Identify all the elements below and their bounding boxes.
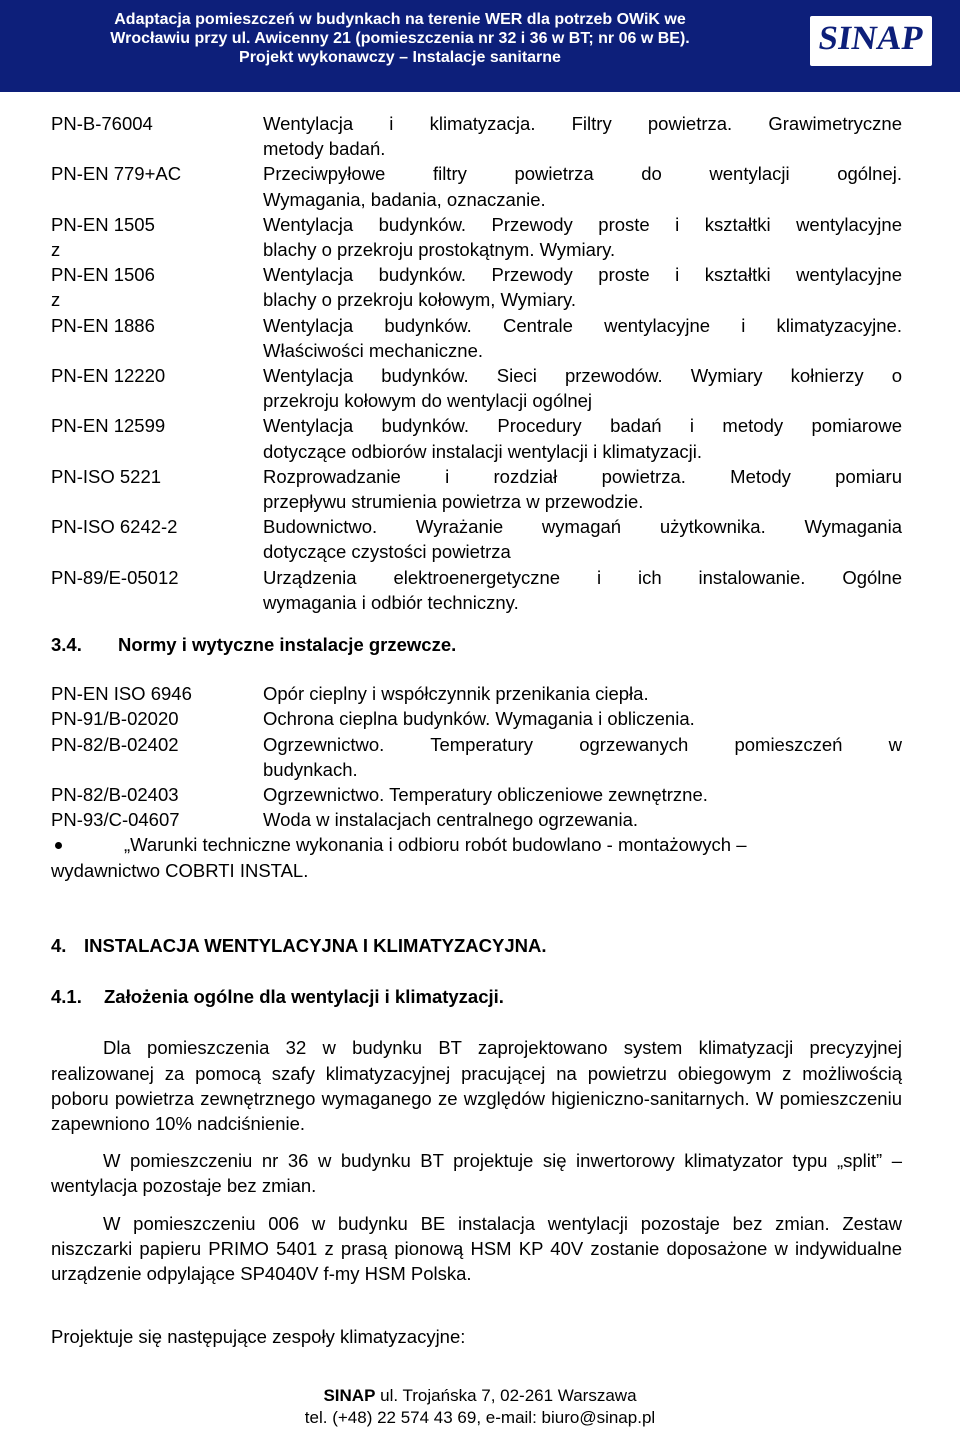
norm-code-text: PN-EN 12599 (51, 415, 166, 437)
norm-code-text: PN-ISO 5221 (51, 465, 162, 487)
norm-description (263, 212, 902, 262)
norm-description-line1: Wentylacja i klimatyzacja. Filtry powietrza. Grawimetryczne (263, 113, 902, 134)
norm-description (263, 807, 902, 832)
norm-row (51, 212, 902, 262)
footer-contact: tel. (+48) 22 574 43 69, e-mail: biuro@sinap.pl (304, 1408, 656, 1427)
norm-description (263, 161, 902, 211)
norm-code-text: PN-ISO 6242-2 (51, 516, 178, 538)
norm-code-text: PN-82/B-02403 (51, 784, 179, 806)
document-header (0, 0, 960, 92)
norm-code (51, 313, 263, 338)
norm-code (51, 706, 263, 731)
sinap-logo-text: SINAP (816, 20, 926, 57)
norm-row (51, 262, 902, 312)
norm-code (51, 782, 263, 807)
norm-code (51, 363, 263, 388)
norm-description (263, 681, 902, 706)
document-body (51, 111, 902, 1349)
norm-description (263, 706, 902, 731)
norm-code (51, 565, 263, 590)
norm-code-text: PN-EN 1886 (51, 314, 155, 336)
norm-description (263, 514, 902, 564)
norm-description (263, 363, 902, 413)
norm-code (51, 807, 263, 832)
norm-code-suffix: z (51, 289, 61, 311)
section-4-number: 4. (51, 934, 67, 956)
section-4-heading (51, 933, 902, 958)
ventilation-norms-list (51, 111, 902, 615)
norm-row (51, 363, 902, 413)
bullet-item (51, 832, 902, 882)
norm-row (51, 111, 902, 161)
norm-description-line2: dotyczące odbiorów instalacji wentylacji i klimatyzacji. (263, 440, 703, 462)
norm-code-suffix: z (51, 239, 61, 261)
paragraph-1: Dla pomieszczenia 32 w budynku BT zaprojektowano system klimatyzacji precyzyjnej realizowanej za pomocą szafy klimatyzacyjnej pracującej na powietrzu obiegowym z możliwością poboru powietrza zewnętrznego wymaganego ze względów higieniczno-sanitarnych. W pomieszczeniu zapewniono 10% nadciśnienie. (51, 1037, 902, 1134)
norm-description-line2: blachy o przekroju prostokątnym. Wymiary. (263, 239, 616, 261)
norm-description (263, 111, 902, 161)
closing-line: Projektuje się następujące zespoły klimatyzacyjne: (51, 1326, 466, 1348)
paragraph-3: W pomieszczeniu 006 w budynku BE instalacja wentylacji pozostaje bez zmian. Zestaw niszczarki papieru PRIMO 5401 z prasą pionową HSM KP 40V zostanie doposażone w indywidualne urządzenie odpylające SP4040V f-my HSM Polska. (51, 1212, 902, 1284)
norm-description-line2: Właściwości mechaniczne. (263, 339, 484, 361)
heating-norms-list (51, 681, 902, 832)
section-4-title: INSTALACJA WENTYLACYJNA I KLIMATYZACYJNA. (84, 934, 547, 956)
norm-description (263, 782, 902, 807)
footer-address: ul. Trojańska 7, 02-261 Warszawa (375, 1386, 637, 1405)
norm-description-line2: przepływu strumienia powietrza w przewodzie. (263, 491, 644, 513)
norm-row (51, 732, 902, 782)
norm-code-text: PN-EN ISO 6946 (51, 683, 192, 705)
norm-code (51, 514, 263, 539)
norm-row (51, 807, 902, 832)
norm-description-line1: Ochrona cieplna budynków. Wymagania i obliczenia. (263, 708, 695, 730)
sinap-logo (810, 16, 932, 66)
norm-description-line2: metody badań. (263, 138, 386, 160)
norm-description (263, 262, 902, 312)
norm-code-text: PN-93/C-04607 (51, 809, 180, 831)
norm-description (263, 413, 902, 463)
norm-description-line1: Ogrzewnictwo. Temperatury obliczeniowe zewnętrzne. (263, 784, 708, 806)
norm-description (263, 732, 902, 782)
norm-code-text: PN-EN 12220 (51, 365, 166, 387)
norm-description (263, 565, 902, 615)
norm-row (51, 161, 902, 211)
norm-code (51, 212, 263, 262)
section-3-4-title: Normy i wytyczne instalacje grzewcze. (118, 634, 457, 656)
footer-company: SINAP (323, 1386, 376, 1405)
norm-description-line1: Urządzenia elektroenergetyczne i ich instalowanie. Ogólne (263, 566, 902, 588)
norm-code (51, 732, 263, 757)
norm-description-line2: dotyczące czystości powietrza (263, 541, 511, 563)
document-footer (0, 1385, 960, 1429)
norm-code-text: PN-EN 779+AC (51, 163, 182, 185)
norm-description-line2: blachy o przekroju kołowym, Wymiary. (263, 289, 577, 311)
norm-description-line1: Wentylacja budynków. Sieci przewodów. Wymiary kołnierzy o (263, 365, 902, 387)
section-4-1-title: Założenia ogólne dla wentylacji i klimatyzacji. (104, 986, 504, 1008)
norm-code (51, 111, 263, 136)
norm-row (51, 413, 902, 463)
norm-description-line1: Opór cieplny i współczynnik przenikania ciepła. (263, 683, 649, 705)
norm-row (51, 464, 902, 514)
norm-row (51, 313, 902, 363)
section-3-4-heading (51, 632, 902, 657)
bullet-line1: „Warunki techniczne wykonania i odbioru robót budowlano - montażowych – (124, 834, 747, 856)
norm-code (51, 464, 263, 489)
norm-description-line1: Wentylacja budynków. Centrale wentylacyjne i klimatyzacyjne. (263, 314, 902, 336)
norm-description-line1: Wentylacja budynków. Przewody proste i kształtki wentylacyjne (263, 213, 902, 235)
norm-row (51, 782, 902, 807)
norm-description-line2: przekroju kołowym do wentylacji ogólnej (263, 390, 593, 412)
section-3-4-number: 3.4. (51, 634, 82, 656)
header-title-line1: Adaptacja pomieszczeń w budynkach na terenie WER dla potrzeb OWiK we (114, 11, 686, 28)
norm-description-line2: budynkach. (263, 758, 358, 780)
norm-description-line1: Woda w instalacjach centralnego ogrzewania. (263, 809, 639, 831)
norm-description-line1: Przeciwpyłowe filtry powietrza do wentylacji ogólnej. (263, 163, 902, 185)
bullet-dot-icon (51, 832, 124, 857)
norm-code-text: PN-91/B-02020 (51, 708, 179, 730)
norm-row (51, 565, 902, 615)
norm-code (51, 413, 263, 438)
norm-code-text: PN-82/B-02402 (51, 733, 179, 755)
header-title-line2: Wrocławiu przy ul. Awicenny 21 (pomieszczenia nr 32 i 36 w BT; nr 06 w BE). (110, 30, 690, 47)
norm-code-text: PN-B-76004 (51, 113, 153, 134)
norm-code-text: PN-89/E-05012 (51, 566, 179, 588)
header-titles (0, 10, 800, 67)
norm-code (51, 161, 263, 186)
norm-description-line1: Wentylacja budynków. Procedury badań i metody pomiarowe (263, 415, 902, 437)
norm-code (51, 262, 263, 312)
norm-description (263, 313, 902, 363)
section-4-1-number: 4.1. (51, 986, 82, 1008)
header-title-line3: Projekt wykonawczy – Instalacje sanitarne (239, 49, 561, 66)
bullet-line2: wydawnictwo COBRTI INSTAL. (51, 859, 309, 881)
norm-description-line2: wymagania i odbiór techniczny. (263, 591, 519, 613)
section-4-1-heading (51, 984, 902, 1009)
norm-code-text: PN-EN 1505 (51, 213, 155, 235)
norm-code-text: PN-EN 1506 (51, 264, 155, 286)
paragraph-2: W pomieszczeniu nr 36 w budynku BT projektuje się inwertorowy klimatyzator typu „split” – wentylacja pozostaje bez zmian. (51, 1150, 902, 1197)
norm-description-line1: Rozprowadzanie i rozdział powietrza. Metody pomiaru (263, 465, 902, 487)
norm-code (51, 681, 263, 706)
norm-description-line1: Budownictwo. Wyrażanie wymagań użytkownika. Wymagania (263, 516, 902, 538)
norm-description (263, 464, 902, 514)
norm-description-line2: Wymagania, badania, oznaczanie. (263, 188, 546, 210)
norm-row (51, 514, 902, 564)
norm-row (51, 706, 902, 731)
norm-description-line1: Wentylacja budynków. Przewody proste i kształtki wentylacyjne (263, 264, 902, 286)
norm-description-line1: Ogrzewnictwo. Temperatury ogrzewanych pomieszczeń w (263, 733, 902, 755)
norm-row (51, 681, 902, 706)
